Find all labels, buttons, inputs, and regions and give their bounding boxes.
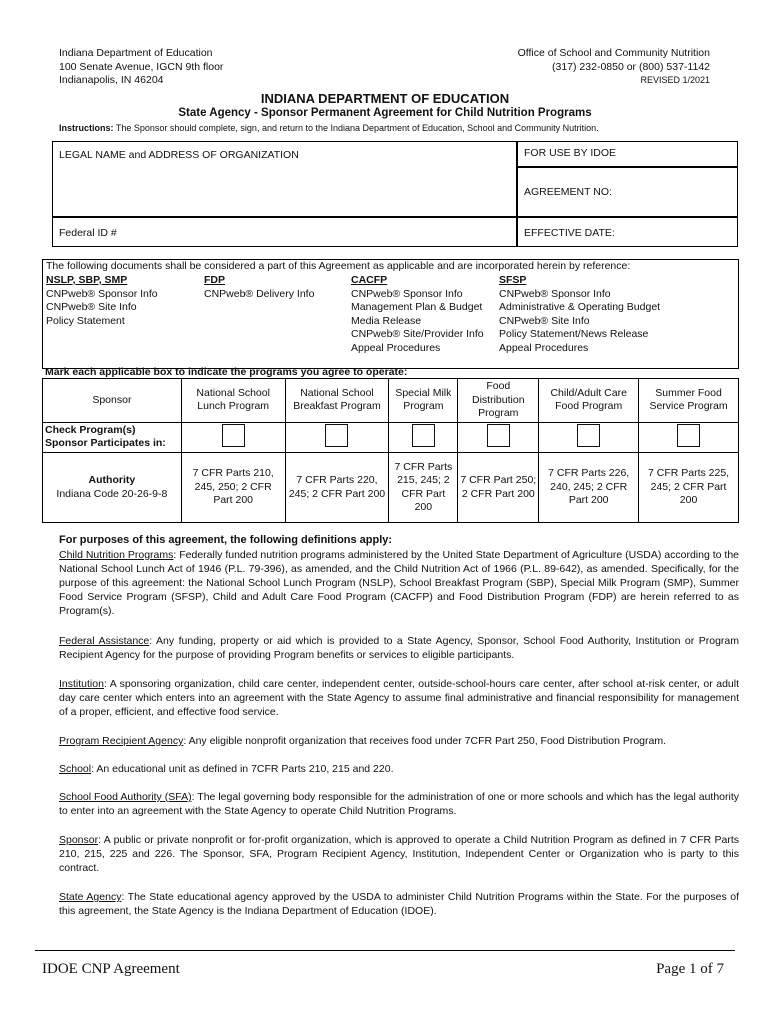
definition-sep: : xyxy=(173,549,177,561)
header-office-name: Office of School and Community Nutrition xyxy=(517,47,710,59)
ref-item: CNPweb® Delivery Info xyxy=(204,287,315,300)
ref-item: CNPweb® Sponsor Info xyxy=(351,287,463,300)
authority-sbp: 7 CFR Parts 220, 245; 2 CFR Part 200 xyxy=(285,453,389,523)
agreement-no-field[interactable] xyxy=(517,167,738,217)
programs-table xyxy=(42,378,739,523)
ref-col-nslp xyxy=(46,274,158,328)
definitions-heading: For purposes of this agreement, the following definitions apply: xyxy=(59,534,393,546)
page-subtitle: State Agency - Sponsor Permanent Agreement for Child Nutrition Programs xyxy=(178,107,592,119)
page-number: Page 1 of 7 xyxy=(656,961,724,977)
definition-item xyxy=(59,677,739,719)
ref-col-sfsp-heading: SFSP xyxy=(499,274,527,286)
table-row xyxy=(43,453,739,523)
ref-item: Appeal Procedures xyxy=(351,341,441,354)
definition-term: Federal Assistance xyxy=(59,635,150,647)
header-address xyxy=(59,47,223,88)
header-phone: (317) 232-0850 or (800) 537-1142 xyxy=(552,60,710,73)
instructions xyxy=(59,123,599,133)
definition-text: The legal governing body responsible for the administration of one or more schools and which has the legal authority to enter into an agreement with the State Agency to operate Child Nutrition Programs. xyxy=(59,791,739,817)
definition-item xyxy=(59,734,739,748)
footer-title: IDOE CNP Agreement xyxy=(42,961,180,977)
effective-date-label: EFFECTIVE DATE: xyxy=(524,227,615,239)
ref-col-fdp-heading: FDP xyxy=(204,274,225,286)
header-office xyxy=(518,47,710,88)
checkbox-sbp[interactable] xyxy=(325,424,348,447)
authority-cacfp: 7 CFR Parts 226, 240, 245; 2 CFR Part 200 xyxy=(539,453,639,523)
ref-item: Appeal Procedures xyxy=(499,341,589,354)
instructions-text: The Sponsor should complete, sign, and return to the Indiana Department of Education, School and Community Nutrition. xyxy=(115,123,599,133)
ref-item: Management Plan & Budget xyxy=(351,301,483,313)
federal-id-label: Federal ID # xyxy=(59,227,117,239)
authority-code: Indiana Code 20-26-9-8 xyxy=(56,487,168,500)
definition-term: State Agency xyxy=(59,891,122,903)
checkbox-cell xyxy=(639,422,739,453)
ref-col-cacfp xyxy=(351,274,484,355)
checkbox-cell xyxy=(181,422,285,453)
program-name-sfsp: Summer Food Service Program xyxy=(639,379,739,423)
authority-fdp: 7 CFR Part 250; 2 CFR Part 200 xyxy=(458,453,539,523)
ref-col-nslp-heading: NSLP, SBP, SMP xyxy=(46,274,128,286)
programs-mark-label: Mark each applicable box to indicate the programs you agree to operate: xyxy=(45,366,408,378)
idoe-use-box xyxy=(517,141,738,167)
references-intro: The following documents shall be considered a part of this Agreement as applicable and are incorporated herein by reference: xyxy=(46,260,631,272)
authority-label: Authority xyxy=(88,474,136,486)
checkbox-cell xyxy=(285,422,389,453)
checkbox-cacfp[interactable] xyxy=(577,424,600,447)
definition-sep: : xyxy=(183,735,187,747)
ref-item: CNPweb® Site Info xyxy=(46,301,137,313)
ref-item: Policy Statement xyxy=(46,314,125,327)
footer-divider xyxy=(35,950,735,951)
definition-term: Institution xyxy=(59,678,104,690)
checkbox-cell xyxy=(458,422,539,453)
definition-item xyxy=(59,833,739,875)
program-name-fdp: Food Distribution Program xyxy=(458,379,539,423)
definition-sep: : xyxy=(191,791,195,803)
ref-item: Administrative & Operating Budget xyxy=(499,301,661,313)
header-org: Indiana Department of Education xyxy=(59,47,213,59)
checkbox-cell xyxy=(389,422,458,453)
ref-item: CNPweb® Sponsor Info xyxy=(46,287,158,300)
definition-item xyxy=(59,890,739,918)
agreement-no-label: AGREEMENT NO: xyxy=(524,186,612,198)
definition-item xyxy=(59,548,739,618)
ref-item: CNPweb® Site Info xyxy=(499,314,590,327)
header-street: 100 Senate Avenue, IGCN 9th floor xyxy=(59,60,224,73)
references-box xyxy=(42,259,739,369)
idoe-use-label: FOR USE BY IDOE xyxy=(524,147,616,159)
program-name-cacfp: Child/Adult Care Food Program xyxy=(539,379,639,423)
checkbox-cell xyxy=(539,422,639,453)
definition-sep: : xyxy=(121,891,125,903)
definition-term: Child Nutrition Programs xyxy=(59,549,174,561)
header-revised: REVISED 1/2021 xyxy=(640,75,710,85)
definition-text: An educational unit as defined in 7CFR Parts 210, 215 and 220. xyxy=(94,763,394,775)
definition-sep: : xyxy=(91,763,95,775)
definition-item xyxy=(59,762,739,776)
checkbox-nslp[interactable] xyxy=(222,424,245,447)
ref-item: Policy Statement/News Release xyxy=(499,328,649,340)
definition-item xyxy=(59,790,739,818)
instructions-label: Instructions: xyxy=(59,123,114,133)
definition-text: Federally funded nutrition programs administered by the United State Department of Agriculture (USDA) according to the National School Lunch Act of 1946 (P.L. 79-396), as amended, and the Child Nutrition Act of 1966 (P.L. 89-642), as amended. Specifically, for the purpose of this agreement: the National School Lunch Program (NSLP), School Breakfast Program (SBP), Special Milk Program (SMP), Summer Food Service Program (SFSP), Child and Adult Care Food Program (CACFP) and Food Distribution Program (FDP) are herein referred to as Program(s). xyxy=(59,549,739,617)
definition-term: School Food Authority (SFA) xyxy=(59,791,192,803)
federal-id-field[interactable] xyxy=(52,217,517,247)
program-name-sbp: National School Breakfast Program xyxy=(285,379,389,423)
ref-item: CNPweb® Site/Provider Info xyxy=(351,328,484,340)
definition-term: Program Recipient Agency xyxy=(59,735,184,747)
definition-term: Sponsor xyxy=(59,834,99,846)
checkbox-fdp[interactable] xyxy=(487,424,510,447)
ref-col-cacfp-heading: CACFP xyxy=(351,274,388,286)
definition-sep: : xyxy=(98,834,102,846)
definition-text: Any eligible nonprofit organization that receives food under 7CFR Part 250, Food Distribution Program. xyxy=(186,735,667,747)
definition-text: The State educational agency approved by the USDA to administer Child Nutrition Programs within the State. For the purposes of this agreement, the State Agency is the Indiana Department of Education (IDOE). xyxy=(59,891,739,917)
ref-col-fdp xyxy=(204,274,314,301)
page-title: INDIANA DEPARTMENT OF EDUCATION xyxy=(260,91,510,106)
header-city: Indianapolis, IN 46204 xyxy=(59,74,164,86)
org-name-label: LEGAL NAME and ADDRESS OF ORGANIZATION xyxy=(59,149,299,161)
definition-sep: : xyxy=(103,678,107,690)
effective-date-field[interactable] xyxy=(517,217,738,247)
table-row xyxy=(43,379,739,423)
authority-smp: 7 CFR Parts 215, 245; 2 CFR Part 200 xyxy=(389,453,458,523)
authority-cell xyxy=(43,453,182,523)
sponsor-header: Sponsor xyxy=(43,379,182,423)
table-row xyxy=(43,422,739,453)
definition-text: Any funding, property or aid which is provided to a State Agency, Sponsor, School Food Authority, Institution or Program Recipient Agency for the purpose of providing Program benefits or services to eligible participants. xyxy=(59,635,739,661)
authority-nslp: 7 CFR Parts 210, 245, 250; 2 CFR Part 200 xyxy=(181,453,285,523)
ref-item: CNPweb® Sponsor Info xyxy=(499,287,611,300)
definition-text: A sponsoring organization, child care center, independent center, outside-school-hours care center, after school at-risk center, or adult day care center which enters into an agreement with the State Agency to assume final administrative and financial responsibility for management of a proper, efficient, and effective food service. xyxy=(59,678,739,718)
definition-item xyxy=(59,634,739,662)
org-name-field[interactable] xyxy=(52,141,517,217)
check-programs-label: Check Program(s) Sponsor Participates in: xyxy=(43,422,182,453)
authority-sfsp: 7 CFR Parts 225, 245; 2 CFR Part 200 xyxy=(639,453,739,523)
checkbox-smp[interactable] xyxy=(412,424,435,447)
checkbox-sfsp[interactable] xyxy=(677,424,700,447)
definition-text: A public or private nonprofit or for-profit organization, which is approved to operate a Child Nutrition Program as defined in 7 CFR Parts 210, 215, 225 and 226. The Sponsor, SFA, Program Recipient Agency, Institution, Independent Center or Organization who is party to this contract. xyxy=(59,834,739,874)
program-name-smp: Special Milk Program xyxy=(389,379,458,423)
ref-col-sfsp xyxy=(499,274,660,355)
ref-item: Media Release xyxy=(351,314,422,327)
definition-term: School xyxy=(59,763,92,775)
definition-sep: : xyxy=(149,635,153,647)
program-name-nslp: National School Lunch Program xyxy=(181,379,285,423)
